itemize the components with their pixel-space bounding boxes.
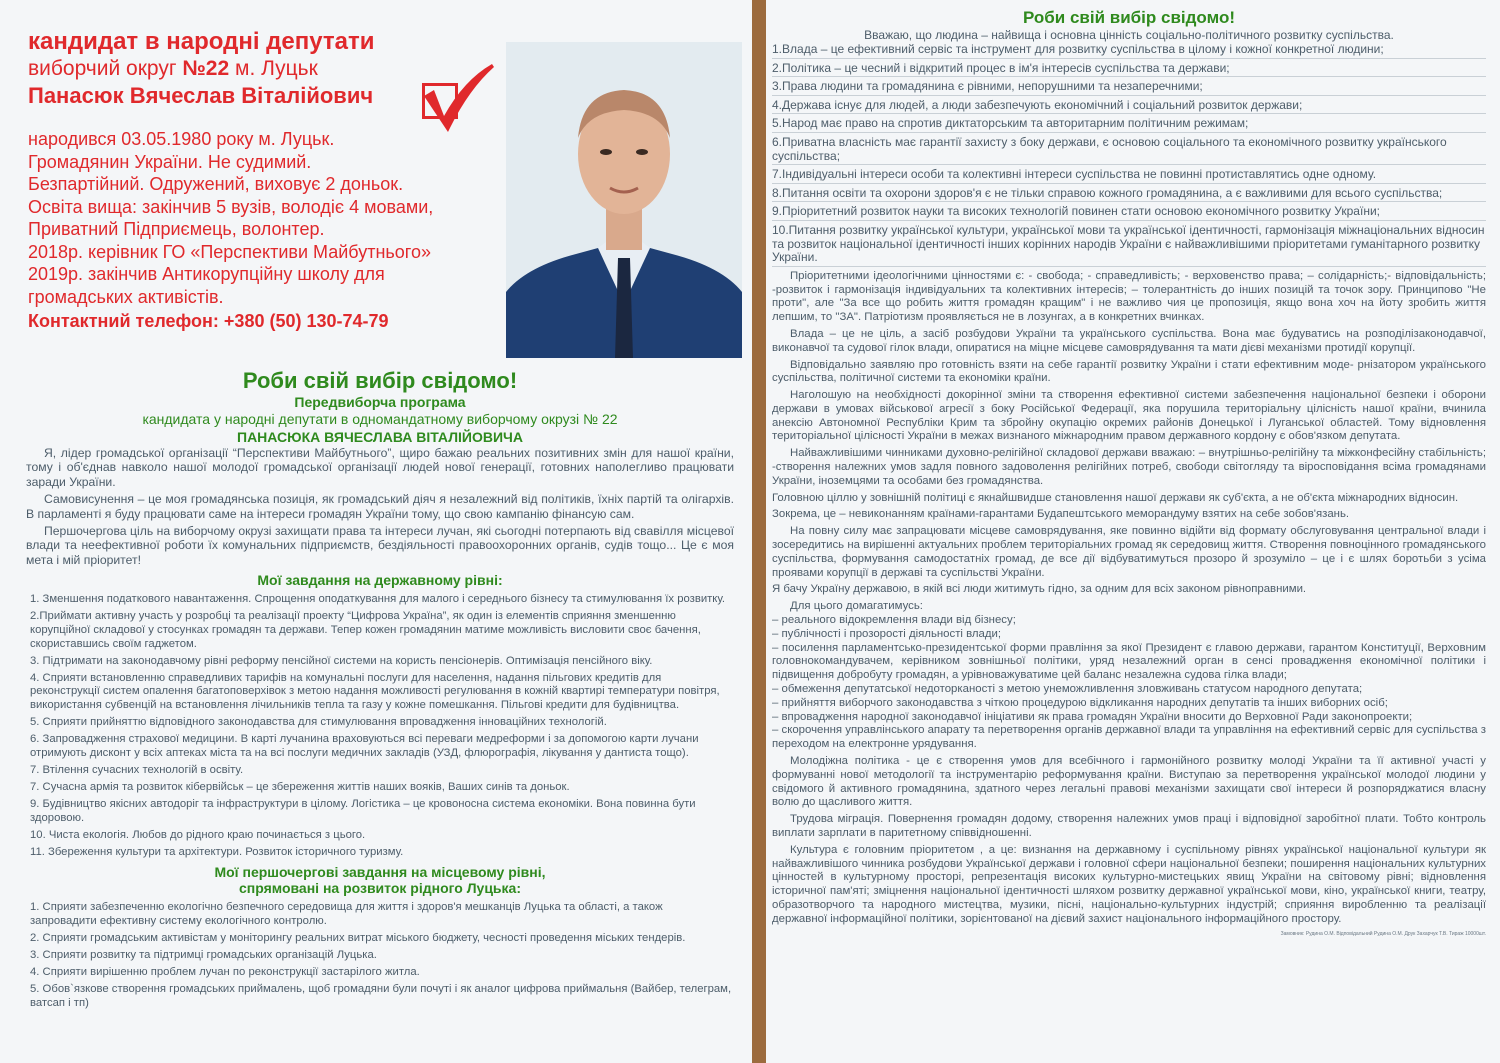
demand-item: – прийняття виборчого законодавства з чіткою процедурою відкликання народних депутатів та інших виборних осіб; xyxy=(772,696,1388,709)
bio-line: Безпартійний. Одружений, виховує 2 доньок. xyxy=(28,174,404,194)
local-tasks-heading: Мої першочергові завдання на місцевому рівні, xyxy=(214,864,546,881)
principle-item: 3.Права людини та громадянина є рівними, непорушними та незаперечними; xyxy=(772,80,1486,96)
local-task: 1. Сприяти забезпеченню екологічно безпечного середовища для життя і здоров'я мешканців Луцька та області, а також запровадити ефективну систему екологічного контролю. xyxy=(30,901,663,927)
candidate-name: Панасюк Вячеслав Віталійович xyxy=(28,83,374,108)
local-task: 3. Сприяти розвитку та підтримці громадських організацій Луцька. xyxy=(30,949,377,962)
demand-item: – скорочення управлінського апарату та перетворення органів державної влади та управління на ефективний сервіс для суспільства з переходом на електронне урядування. xyxy=(772,724,1486,751)
migration-paragraph: Трудова міграція. Повернення громадян додому, створення належних умов праці і відповідної заробітної плати. Тобто контроль виплати зарплати в паритетному співвідношенні. xyxy=(772,813,1486,839)
principles-intro: Вважаю, що людина – найвища і основна цінність соціально-політичного розвитку суспільства. xyxy=(864,28,1394,42)
candidate-header xyxy=(22,28,738,364)
bio-line: Освіта вища: закінчив 5 вузів, володіє 4 мовами, xyxy=(28,196,434,217)
district-city: м. Луцьк xyxy=(235,57,318,80)
slogan: Роби свій вибір свідомо! xyxy=(1023,8,1235,27)
state-task: 7. Сучасна армія та розвиток кібервійськ – це збереження життів наших вояків, Ваших синів та доньок. xyxy=(30,780,570,793)
principle-item: 2.Політика – це чесний і відкритий процес в ім'я інтересів суспільства та держави; xyxy=(772,62,1486,78)
principle-item: 7.Індивідуальні інтереси особи та колективні інтереси суспільства не повинні протиставлятись одне одному. xyxy=(772,168,1486,184)
state-task: 5. Сприяти прийняттю відповідного законодавства для стимулювання впровадження інноваційних технологій. xyxy=(30,716,607,728)
state-task: 6. Запровадження страхової медицини. В карті лучанина враховуються всі переваги медреформи і за допомогою карти лучани отримують дисконт у всіх аптеках міста та на всі послуги медичних закладів (УЗД, флюрографія, лікування у дантиста тощо). xyxy=(30,733,699,759)
state-task: 11. Збереження культури та архітектури. Розвиток історичного туризму. xyxy=(30,845,404,858)
intro-paragraph: Першочергова ціль на виборчому окрузі захищати права та інтереси лучан, які сьогодні потерпають від свавілля місцевої влади та неефективної роботи їх комунальних підприємств, бездіяльності правоохоронних органів, судів тощо... Це є моя мета і мій пріоритет! xyxy=(26,524,734,567)
program-candidate-name: ПАНАСЮКА ВЯЧЕСЛАВА ВІТАЛІЙОВИЧА xyxy=(237,429,523,445)
vision-paragraph: Я бачу Україну державою, в якій всі люди житимуть гідно, за одним для всіх законом рівноправними. xyxy=(772,583,1307,596)
bio-line: 2019р. закінчив Антикорупційну школу для xyxy=(28,264,385,284)
intro-paragraph: Я, лідер громадської організації “Перспективи Майбутнього”, щиро бажаю реальних позитивних змін для нашої країни, тому і об'єднав навколо нашої молодої громадської організації людей нової генерації, готовних наполегливо працювати заради України. xyxy=(26,446,734,489)
checkmark-icon xyxy=(418,58,498,138)
power-paragraph: Влада – це не ціль, а засіб розбудови України та українського суспільства. Вона має будуватись на розподілізаконодавчої, виконавчої та судової гілок влади, опиратися на міцне місцеве самоврядування та мати дієві механізми протидії корупції. xyxy=(772,327,1486,354)
demands-intro: Для цього домагатимусь: xyxy=(790,600,923,613)
principle-item: 5.Народ має право на спротив диктаторським та авторитарним політичним режимам; xyxy=(772,117,1486,133)
memorandum-paragraph: Зокрема, це – невиконанням країнами-гарантами Будапештського меморандуму взятих на себе зобов'язань. xyxy=(772,508,1350,521)
principle-item: 6.Приватна власність має гарантії захисту з боку держави, є основою соціального та економічного розвитку українського суспільства; xyxy=(772,136,1486,165)
leaflet-back xyxy=(766,0,1500,1063)
religion-paragraph: Найважливішими чинниками духовно-релігійної складової держави вважаю: – внутрішньо-релігійну та міжконфесійну стабільність; -створення належних умов задля повного задоволення релігійних потреб, свободи світогляду та віросповідання всіма громадянами України, іноземцями та особами без громадянства. xyxy=(772,447,1486,487)
slogan: Роби свій вибір свідомо! xyxy=(242,368,518,393)
youth-paragraph: Молодіжна політика - це є створення умов для всебічного і гармонійного розвитку молоді України та її активної участі у формуванні нової методології та інструментарію реформування країни. Виступаю за перетворення української молодої людини у свідомого й активного громадянина, здатного через легальні правові механізми захищати свої інтереси й розпоряджатися власну волю до щасливого життя. xyxy=(772,755,1486,809)
guarantees-paragraph: Відповідально заявляю про готовність взяти на себе гарантії розвитку України і стати ефективним моде- рнізатором українського суспільства, політичної системи та економіки країни. xyxy=(772,358,1486,385)
district-number: №22 xyxy=(182,57,230,80)
foreign-policy-paragraph: Головною ціллю у зовнішній політиці є якнайшвидше становлення нашої держави як суб'єкта, а не об'єкта міжнародних відносин. xyxy=(772,491,1459,504)
self-government-paragraph: На повну силу має запрацювати місцеве самоврядування, яке повинно відійти від формату обслуговування центральної влади і зосередитись на вирішенні актуальних проблем територіальних громад як середовищ життя. Створення повноцінного громадянського суспільства, формування самодостатніх громад, де все дії відбуватимуться прозоро й зрозуміло – це і є шлях боротьби з усіма проявами корупції в державі та суспільстві України. xyxy=(772,525,1486,579)
program-heading: Передвиборча програма xyxy=(294,394,466,410)
principle-item: 4.Держава існує для людей, а люди забезпечують економічний і соціальний розвиток держави; xyxy=(772,99,1486,115)
local-tasks-subheading: спрямовані на розвиток рідного Луцька: xyxy=(239,880,521,897)
principle-item: 10.Питання розвитку української культури, української мови та української ідентичності, гармонізація міжнаціональних відносин та розвиток національної ідентичності інших корінних народів України є найважливішими пріоритетами гуманітарного розвитку України. xyxy=(772,224,1486,267)
state-task: 9. Будівництво якісних автодоріг та інфраструктури в цілому. Логістика – це кровоносна система економіки. Вона повинна бути здоровою. xyxy=(30,797,696,824)
culture-paragraph: Культура є головним пріоритетом , а це: визнання на державному і суспільному рівнях української національної культури як найважливішого чинника розбудови Української держави і головної сфери національної безпеки; поширення національних культурних цінностей в культурному просторі, репрезентація високих культурно-мистецьких явищ України на світовому рівні; відновлення історичної пам'яті; зміцнення національної ідентичності шляхом розвитку державної української мови, кіно, української книги, театру, образотворчого та народного мистецтва, музики, пісні, національно-культурних індустрій; сприяння виробленню та реалізації державної інформаційної політики, зорієнтованої на дієвий захист національного інформаційного простору. xyxy=(772,843,1486,925)
demand-item: – реального відокремлення влади від бізнесу; xyxy=(772,614,1016,627)
bio-line: народився 03.05.1980 року м. Луцьк. xyxy=(28,129,335,149)
state-task: 1. Зменшення податкового навантаження. Спрощення оподаткування для малого і середнього бізнесу та стимулювання їх розвитку. xyxy=(30,593,726,606)
demand-item: – публічності і прозорості діяльності влади; xyxy=(772,627,1002,640)
intro-paragraph: Самовисунення – це моя громадянська позиція, як громадський діяч я незалежний від політиків, їхніх партій та олігархів. В парламенті я буду працювати саме на інтереси громадян України тому, що свою кампанію фінансую сам. xyxy=(26,492,734,521)
bio-line: громадських активістів. xyxy=(28,286,224,307)
state-task: 3. Підтримати на законодавчому рівні реформу пенсійної системи на користь пенсіонерів. Оптимізація пенсійного віку. xyxy=(30,654,653,667)
bio-line: Громадянин України. Не судимий. xyxy=(28,151,312,172)
print-footer: Замовник: Рудина О.М. Відповідальний Рудина О.М. Друк Захарчук Т.В. Тираж 10000шт. xyxy=(1280,930,1486,937)
demand-item: – обмеження депутатської недоторканості з метою унеможливлення зловживань статусом народного депутата; xyxy=(772,683,1363,696)
demand-item: – впровадження народної законодавчої ініціативи як права громадян України вносити до Верховної Ради законопроекти; xyxy=(772,710,1413,723)
state-task: 7. Втілення сучасних технологій в освіту. xyxy=(30,763,244,776)
state-tasks-heading: Мої завдання на державному рівні: xyxy=(257,572,503,589)
contact-phone: Контактний телефон: +380 (50) 130-74-79 xyxy=(28,311,389,331)
principle-item: 1.Влада – це ефективний сервіс та інструмент для розвитку суспільства в цілому і кожної конкретної людини; xyxy=(772,43,1486,59)
state-task: 2.Приймати активну участь у розробці та реалізації проекту “Цифрова Україна”, як один із елементів сприяння зменшенню корупційної складової у стосунках громадян та держави. Тепер кожен громадянин матиме можливість висловити своє бачення, скориставшись своїм гаджетом. xyxy=(30,610,701,650)
security-paragraph: Наголошую на необхідності докорінної зміни та створення ефективної системи забезпечення національної безпеки і оборони держави в умовах військової агресії з боку Російської Федерації, яка порушила територіальну цілісність нашої країни, вчинила анексію Автономної Республіки Крим та збройну окупацію окремих районів Донецької і Луганської областей. Тому відновлення територіальної цілісності України в межах визнаного міжнародним правом державного кордону є обов'язком депутата. xyxy=(772,389,1486,443)
district-prefix: виборчий округ xyxy=(28,57,177,80)
principle-item: 9.Пріоритетний розвиток науки та високих технологій повинен стати основою економічного розвитку України; xyxy=(772,205,1486,221)
local-task: 2. Сприяти громадським активістам у моніторингу реальних витрат міського бюджету, чесності проведення міських тендерів. xyxy=(30,932,686,945)
principle-item: 8.Питання освіти та охорони здоров'я є не тільки справою кожного громадянина, а є важливими для всього суспільства; xyxy=(772,187,1486,203)
bio-line: Приватний Підприємець, волонтер. xyxy=(28,219,325,239)
bio-line: 2018р. керівник ГО «Перспективи Майбутнього» xyxy=(28,241,431,262)
local-task: 4. Сприяти вирішенню проблем лучан по реконструкції застарілого житла. xyxy=(30,966,420,979)
candidate-photo xyxy=(506,42,742,358)
program-subheading: кандидата у народні депутати в одномандатному виборчому окрузі № 22 xyxy=(142,411,618,427)
values-paragraph: Пріоритетними ідеологічними цінностями є: - свобода; - справедливість; - верховенство права; – солідарність;- відповідальність; -розвиток і гармонізація індивідуальних та колективних інтересів; – толерантність до інших позицій та точок зору. Принципово "Не проти", але "За все що робить життя громадян кращим" і не важливо чия це пропозиція, якщо вона хоч на йоту зробить життя лепшим, то "ЗА". Патріотизм проявляється не в лозунгах, а в конкретних вчинках. xyxy=(772,269,1486,324)
demand-item: – посилення парламентсько-президентської форми правління за якої Президент є главою держави, гарантом Конституції, Верховним головнокомандувачем, керівником зовнішньої політики, уряд незалежний орган в сенсі провадження економічної політики і підвищення добробуту громадян, а урівноважуватиме цей баланс незалежна судова гілка влади; xyxy=(772,641,1486,682)
state-task: 10. Чиста екологія. Любов до рідного краю починається з цього. xyxy=(30,828,366,841)
state-task: 4. Сприяти встановленню справедливих тарифів на комунальні послуги для населення, надання пільгових кредитів для реконструкції систем опалення багатоповерхівок з метою надання можливості регулювання в кожній квартирі температури повітря, використання субвенцій на встановлення лічильників тепла та газу у кожне помешкання. Пільгові кредити для будівництва. xyxy=(30,671,720,711)
candidate-title: кандидат в народні депутати xyxy=(28,28,375,55)
local-task: 5. Обов`язкове створення громадських приймалень, щоб громадяни були почуті і як аналог цифрова приймальня (Вайбер, телеграм, ватсап і тп) xyxy=(30,983,732,1009)
